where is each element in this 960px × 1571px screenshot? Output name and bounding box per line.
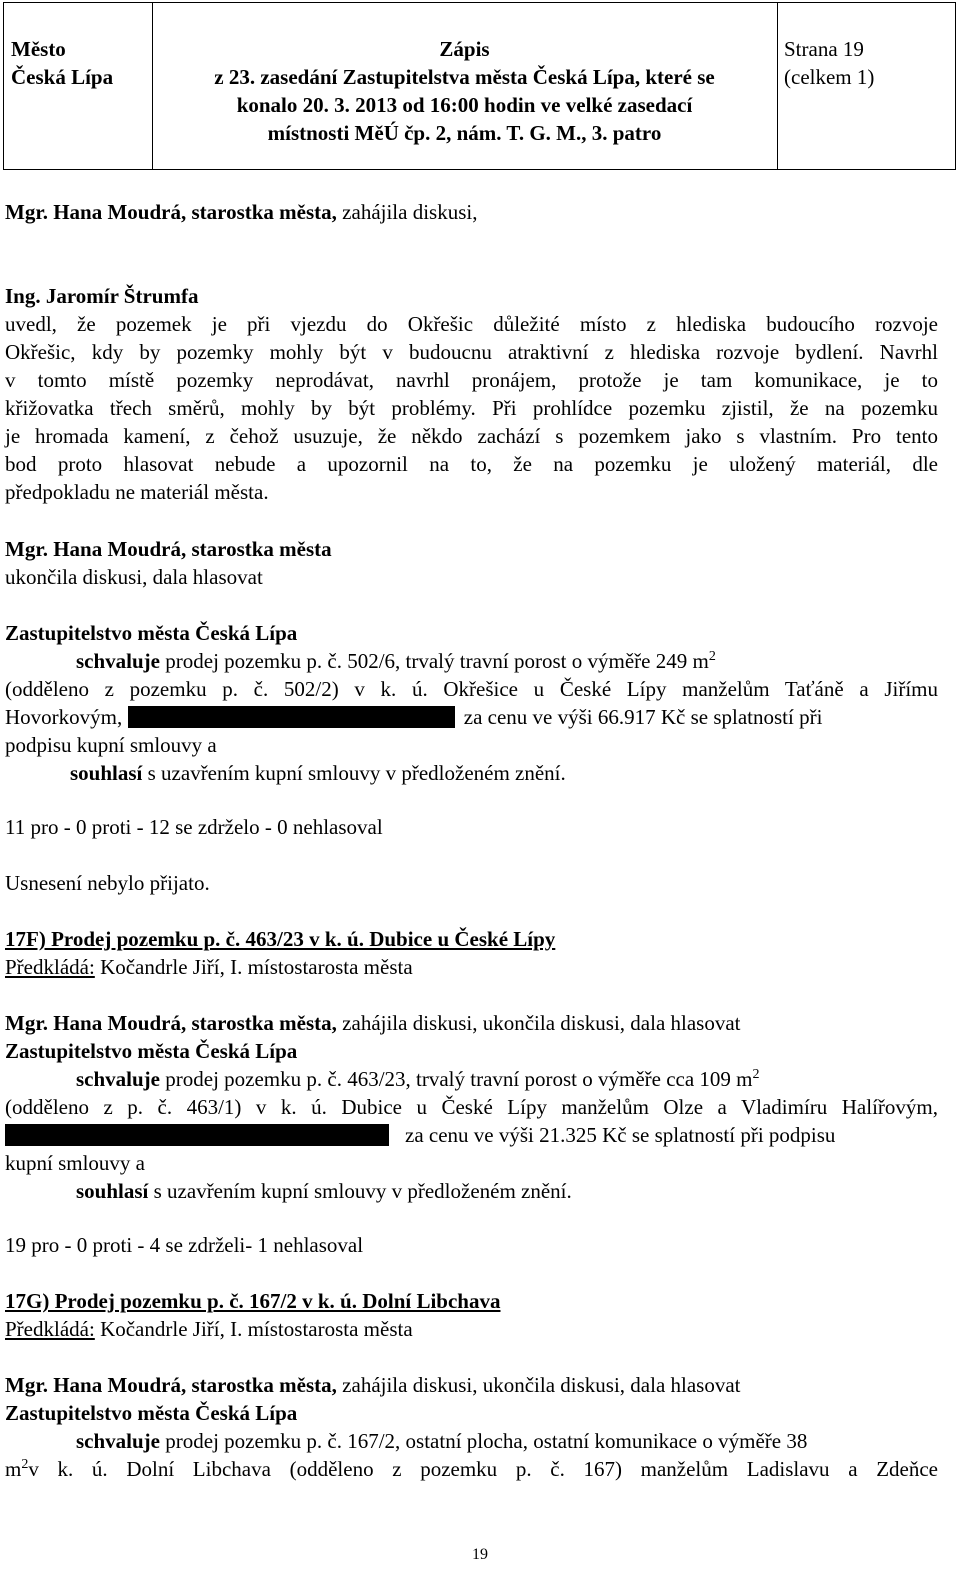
header-page-cell <box>777 3 955 169</box>
resolution-line: schvaluje prodej pozemku p. č. 502/6, trvalý travní porost o výměře 249 $m^2$ <box>76 649 716 673</box>
resolution-line: (odděleno z p. č. 463/1) v k. ú. Dubice u České Lípy manželům Olze a Vladimíru Halířovým, <box>5 1095 938 1119</box>
header-city-cell <box>4 3 153 169</box>
resolution-line: za cenu ve výši 21.325 Kč se splatností při podpisu <box>5 1122 835 1148</box>
item-heading: 17F) Prodej pozemku p. č. 463/23 v k. ú. Dubice u České Lípy <box>5 927 556 951</box>
speaker-line: Mgr. Hana Moudrá, starostka města, zahájila diskusi, ukončila diskusi, dala hlasovat <box>5 1011 741 1035</box>
header-title-cell <box>152 3 778 169</box>
resolution-body: Zastupitelstvo města Česká Lípa <box>5 621 298 645</box>
speaker-name: Ing. Jaromír Štrumfa <box>5 284 199 308</box>
proposer-line: Předkládá: Kočandrle Jiří, I. místostarosta města <box>5 955 413 979</box>
speaker-line: Mgr. Hana Moudrá, starostka města, zahájila diskusi, ukončila diskusi, dala hlasovat <box>5 1373 741 1397</box>
paragraph-line: křižovatka třech směrů, mohly by být problémy. Při prohlídce pozemku zjistil, že na pozemku <box>5 396 938 420</box>
resolution-line: Hovorkovým, za cenu ve výši 66.917 Kč se splatností při <box>5 705 823 729</box>
paragraph-line: předpokladu ne materiál města. <box>5 480 269 504</box>
resolution-line: kupní smlouvy a <box>5 1151 145 1175</box>
vote-result: 19 pro - 0 proti - 4 se zdrželi- 1 nehlasoval <box>5 1233 364 1257</box>
resolution-line: schvaluje prodej pozemku p. č. 167/2, ostatní plocha, ostatní komunikace o výměře 38 <box>76 1429 808 1453</box>
document-header <box>3 2 956 170</box>
resolution-line: $m^2$ v k. ú. Dolní Libchava (odděleno z pozemku p. č. 167) manželům Ladislavu a Zdeňce <box>5 1457 938 1481</box>
header-city: Město Česká Lípa <box>11 37 114 89</box>
redacted-block <box>128 706 455 728</box>
paragraph-line: bod proto hlasovat nebude a upozornil na to, že na pozemku je uložený materiál, dle <box>5 452 938 476</box>
paragraph-line: Okřešic, kdy by pozemky mohly být v budoucnu atraktivní z hlediska rozvoje bydlení. Navrhl <box>5 340 938 364</box>
speaker-name: Mgr. Hana Moudrá, starostka města <box>5 537 332 561</box>
speaker-line: Mgr. Hana Moudrá, starostka města, zahájila diskusi, <box>5 200 478 224</box>
resolution-line: souhlasí s uzavřením kupní smlouvy v předloženém znění. <box>76 1179 572 1203</box>
header-page-info: Strana 19 (celkem 1) <box>784 37 875 89</box>
resolution-line: souhlasí s uzavřením kupní smlouvy v předloženém znění. <box>70 761 566 785</box>
proposer-line: Předkládá: Kočandrle Jiří, I. místostarosta města <box>5 1317 413 1341</box>
header-title: Zápis z 23. zasedání Zastupitelstva města Česká Lípa, které se konalo 20. 3. 2013 od 16:00 hodin ve velké zasedací místnosti MěÚ čp. 2, nám. T. G. M., 3. patro <box>214 37 715 145</box>
paragraph-line: v tomto místě pozemky neprodávat, navrhl pronájem, protože je tam komunikace, je to <box>5 368 938 392</box>
resolution-line: schvaluje prodej pozemku p. č. 463/23, trvalý travní porost o výměře cca 109 $m^2$ <box>76 1067 760 1091</box>
page-number: 19 <box>472 1546 488 1563</box>
resolution-body: Zastupitelstvo města Česká Lípa <box>5 1401 298 1425</box>
resolution-line: (odděleno z pozemku p. č. 502/2) v k. ú. Okřešice u České Lípy manželům Taťáně a Jiřímu <box>5 677 938 701</box>
resolution-line: podpisu kupní smlouvy a <box>5 733 217 757</box>
paragraph-line: uvedl, že pozemek je při vjezdu do Okřešic důležité místo z hlediska budoucího rozvoje <box>5 312 938 336</box>
paragraph-line: je hromada kamení, z čehož usuzuje, že někdo zachází s pozemkem jako s vlastním. Pro tento <box>5 424 938 448</box>
resolution-body: Zastupitelstvo města Česká Lípa <box>5 1039 298 1063</box>
resolution-outcome: Usnesení nebylo přijato. <box>5 871 210 895</box>
redacted-block <box>5 1124 389 1146</box>
item-heading: 17G) Prodej pozemku p. č. 167/2 v k. ú. Dolní Libchava <box>5 1289 501 1313</box>
speaker-text: ukončila diskusi, dala hlasovat <box>5 565 263 589</box>
vote-result: 11 pro - 0 proti - 12 se zdrželo - 0 nehlasoval <box>5 815 383 839</box>
